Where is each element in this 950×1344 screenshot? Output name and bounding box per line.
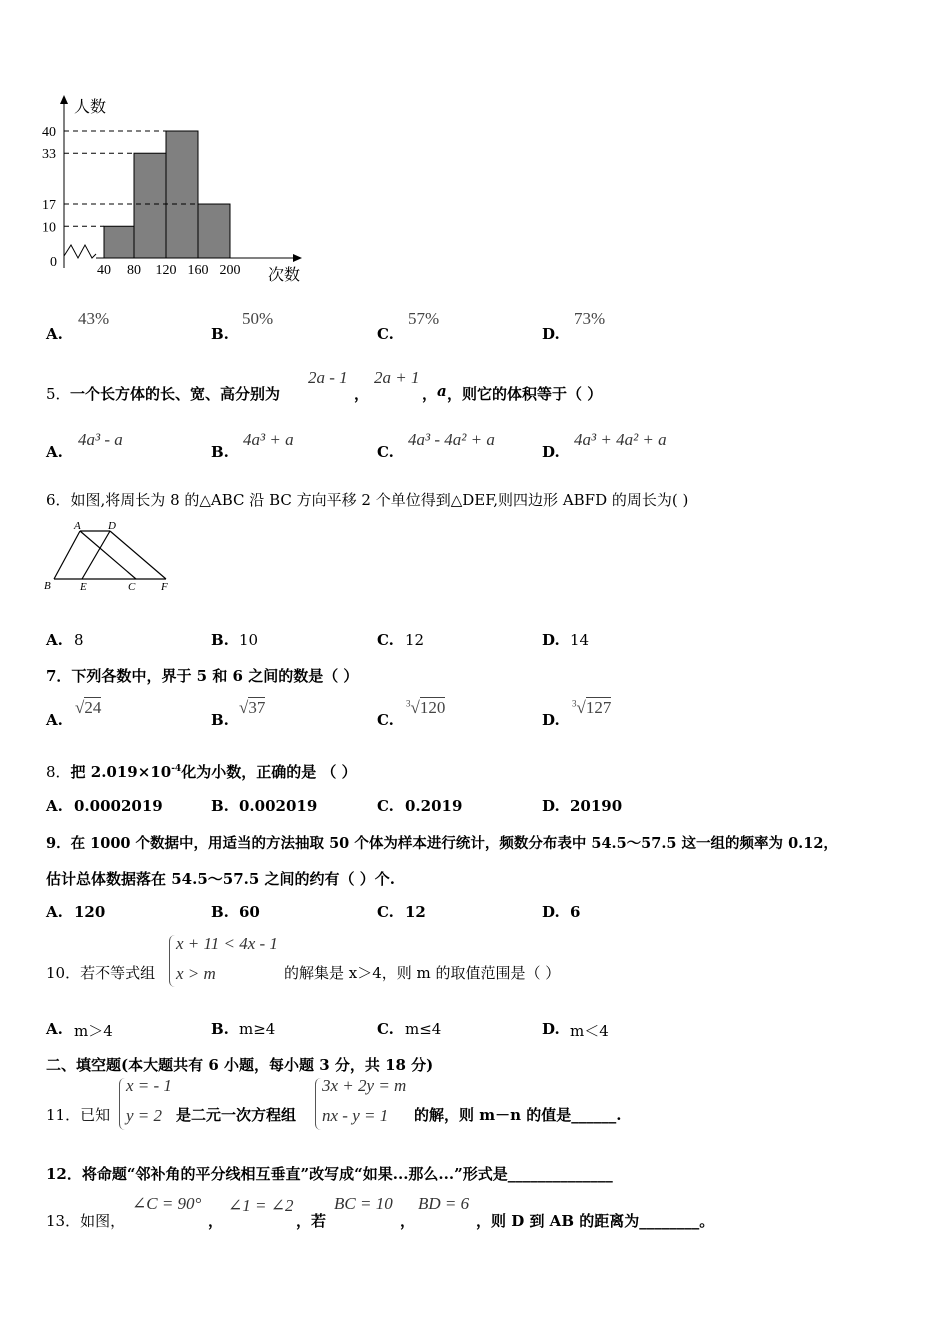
q11-number: 11．已知	[46, 1106, 111, 1124]
q13-separator-3: ，	[400, 1212, 416, 1230]
q7-option-d-index: 3	[572, 698, 577, 709]
q6-option-d-value: 14	[570, 631, 590, 649]
q10-brace	[169, 935, 175, 987]
y-tick-label: 10	[42, 220, 56, 236]
y-axis-title: 人数	[74, 99, 107, 116]
q5-expr-1: 2a - 1	[308, 368, 348, 387]
q5-option-b-value: 4a³ + a	[243, 430, 294, 449]
q13-number: 13．如图，	[46, 1212, 126, 1230]
q11-equation-1: 3x + 2y = m	[322, 1076, 407, 1095]
q13-condition-1: ∠C = 90°	[132, 1194, 202, 1213]
q5-var-a: a	[437, 382, 447, 400]
q6-figure	[40, 518, 180, 594]
q7-option-a-label[interactable]: A.	[46, 711, 63, 729]
q11-brace-1	[119, 1078, 125, 1130]
q4-option-a-label[interactable]: A.	[46, 325, 63, 343]
q9-option-a-label[interactable]: A.	[46, 903, 63, 921]
y-tick-label: 17	[42, 198, 56, 214]
q5-expr-2: 2a + 1	[374, 368, 420, 387]
q11-solution-x: x = - 1	[126, 1076, 172, 1095]
q7-option-b-radicand: 37	[248, 698, 266, 717]
q4-option-b-label[interactable]: B.	[211, 325, 229, 343]
q8-option-d-label[interactable]: D.	[542, 797, 560, 815]
q10-option-c-value: m≤4	[405, 1020, 442, 1038]
histogram-bar-160-200	[198, 204, 230, 258]
q5-comma-2: ，	[422, 385, 438, 403]
q10-option-b-label[interactable]: B.	[211, 1020, 229, 1038]
q7-option-c-value: $^3$√120	[406, 698, 446, 717]
q5-number: 5．	[46, 385, 71, 403]
q10-option-d-label[interactable]: D.	[542, 1020, 560, 1038]
q9-option-a-value: 120	[74, 903, 106, 921]
q11-equation-2: nx - y = 1	[322, 1106, 389, 1125]
q6-point-b: B	[44, 580, 51, 592]
q5-option-d-label[interactable]: D.	[542, 443, 560, 461]
q8-exponent: -4	[171, 764, 182, 774]
q7-option-b-label[interactable]: B.	[211, 711, 229, 729]
q9-option-b-label[interactable]: B.	[211, 903, 229, 921]
q6-option-b-label[interactable]: B.	[211, 631, 229, 649]
q6-text: 6．如图,将周长为 8 的△ABC 沿 BC 方向平移 2 个单位得到△DEF,则四边形 ABFD 的周长为( )	[46, 491, 689, 509]
q13-separator-1: ，	[208, 1212, 224, 1230]
q7-option-b-value: √37	[239, 698, 266, 717]
q8-option-a-value: 0.0002019	[74, 797, 163, 815]
q6-point-a: A	[74, 520, 81, 532]
q9-option-b-value: 60	[239, 903, 260, 921]
q9-option-c-label[interactable]: C.	[377, 903, 394, 921]
q10-option-a-value: m＞4	[74, 1022, 113, 1040]
q10-option-c-label[interactable]: C.	[377, 1020, 394, 1038]
section-2-title: 二、填空题(本大题共有 6 小题，每小题 3 分，共 18 分)	[46, 1056, 434, 1074]
x-axis-title: 次数	[268, 267, 301, 284]
q11-brace-2	[315, 1078, 321, 1130]
q7-option-a-value: √24	[75, 698, 102, 717]
q8-number: 8．	[46, 763, 71, 781]
histogram-bar-40-80	[104, 226, 134, 258]
q13-condition-3: BC = 10	[334, 1194, 393, 1213]
q6-option-c-value: 12	[405, 631, 425, 649]
q5-option-c-label[interactable]: C.	[377, 443, 394, 461]
x-tick-label: 80	[127, 263, 141, 278]
q9-line-2: 估计总体数据落在 54.5～57.5 之间的约有（ ）个.	[46, 870, 395, 888]
q6-option-a-label[interactable]: A.	[46, 631, 63, 649]
q8-option-c-label[interactable]: C.	[377, 797, 394, 815]
q13-condition-4: BD = 6	[418, 1194, 470, 1213]
q6-option-d-label[interactable]: D.	[542, 631, 560, 649]
q8-question	[46, 761, 357, 782]
q4-option-d-value: 73%	[574, 309, 606, 328]
q4-option-c-value: 57%	[408, 309, 440, 328]
q5-option-a-value: 4a³ - a	[78, 430, 123, 449]
q10-text: 的解集是 x＞4，则 m 的取值范围是（ ）	[284, 964, 561, 982]
q7-option-d-radicand: 127	[585, 698, 612, 717]
q10-option-a-label[interactable]: A.	[46, 1020, 63, 1038]
q11-mid-text: 是二元一次方程组	[176, 1106, 297, 1124]
q7-option-c-index: 3	[406, 698, 411, 709]
x-tick-label: 120	[155, 263, 177, 278]
q12-text: 12．将命题“邻补角的平分线相互垂直”改写成“如果...那么...”形式是______________	[46, 1165, 613, 1183]
q6-option-a-value: 8	[74, 631, 84, 649]
q4-option-d-label[interactable]: D.	[542, 325, 560, 343]
q10-inequality-2: x > m	[176, 964, 216, 983]
q4-option-c-label[interactable]: C.	[377, 325, 394, 343]
q8-option-d-value: 20190	[570, 797, 623, 815]
q13-condition-2: ∠1 = ∠2	[228, 1196, 294, 1215]
y-tick-label: 0	[50, 255, 57, 270]
q5-text-2: ，则它的体积等于（ ）	[447, 385, 603, 403]
histogram-bar-120-160	[166, 131, 198, 258]
q7-option-a-radicand: 24	[84, 698, 102, 717]
q7-option-d-label[interactable]: D.	[542, 711, 560, 729]
q13-tail-text: ，则 D 到 AB 的距离为________。	[476, 1212, 715, 1230]
q11-solution-y: y = 2	[126, 1106, 163, 1125]
q5-option-c-value: 4a³ - 4a² + a	[408, 430, 495, 449]
q8-text-b: 化为小数，正确的是 （ ）	[181, 763, 357, 781]
q10-option-b-value: m≥4	[239, 1020, 276, 1038]
q8-option-b-value: 0.002019	[239, 797, 318, 815]
q5-text-1: 一个长方体的长、宽、高分别为	[70, 385, 281, 403]
q10-number: 10．若不等式组	[46, 964, 156, 982]
q9-option-d-value: 6	[570, 903, 581, 921]
q6-point-c: C	[128, 581, 136, 593]
q9-option-d-label[interactable]: D.	[542, 903, 560, 921]
q6-point-e: E	[80, 581, 87, 593]
histogram-chart	[38, 92, 318, 288]
q6-option-c-label[interactable]: C.	[377, 631, 394, 649]
q4-option-b-value: 50%	[242, 309, 274, 328]
q4-option-a-value: 43%	[78, 309, 110, 328]
q9-option-c-value: 12	[405, 903, 426, 921]
q11-tail-text: 的解，则 m－n 的值是______.	[414, 1106, 622, 1124]
q7-option-d-value: $^3$√127	[572, 698, 612, 717]
q5-option-d-value: 4a³ + 4a² + a	[574, 430, 667, 449]
q8-option-a-label[interactable]: A.	[46, 797, 63, 815]
q10-option-d-value: m＜4	[570, 1022, 609, 1040]
q5-comma-1: ，	[354, 385, 370, 403]
q5-option-a-label[interactable]: A.	[46, 443, 63, 461]
q6-point-f: F	[161, 581, 168, 593]
y-tick-label: 33	[42, 147, 56, 163]
q9-line-1: 9．在 1000 个数据中，用适当的方法抽取 50 个体为样本进行统计，频数分布表中 54.5～57.5 这一组的频率为 0.12，	[46, 835, 838, 852]
q7-option-c-label[interactable]: C.	[377, 711, 394, 729]
x-tick-label: 40	[97, 263, 111, 278]
q13-separator-2: ，若	[296, 1212, 327, 1230]
q7-text: 7．下列各数中，界于 5 和 6 之间的数是（ ）	[46, 667, 359, 685]
x-tick-label: 160	[187, 263, 209, 278]
q8-text-a: 把 2.019×10	[70, 763, 172, 781]
histogram-bar-80-120	[134, 153, 166, 258]
y-tick-label: 40	[42, 125, 56, 140]
q5-option-b-label[interactable]: B.	[211, 443, 229, 461]
x-tick-label: 200	[219, 263, 241, 278]
q8-option-b-label[interactable]: B.	[211, 797, 229, 815]
q6-option-b-value: 10	[239, 631, 259, 649]
q6-point-d: D	[108, 520, 116, 532]
q10-inequality-1: x + 11 < 4x - 1	[176, 934, 278, 953]
q8-option-c-value: 0.2019	[405, 797, 463, 815]
q7-option-c-radicand: 120	[419, 698, 446, 717]
